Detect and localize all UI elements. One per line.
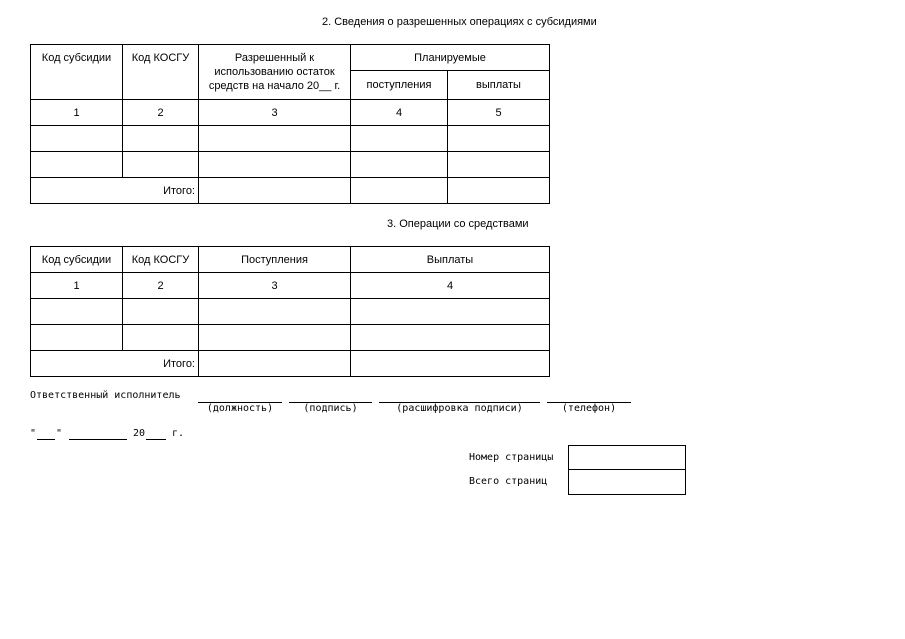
header-code-kosgu: Код КОСГУ bbox=[123, 247, 199, 273]
date-day-line[interactable] bbox=[37, 439, 55, 440]
page-number-label: Номер страницы bbox=[469, 452, 554, 463]
total-label: Итого: bbox=[31, 351, 199, 377]
empty-cell[interactable] bbox=[199, 325, 351, 351]
funds-operations-table bbox=[30, 246, 550, 377]
name-transcript-caption: (расшифровка подписи) bbox=[396, 403, 523, 414]
empty-cell[interactable] bbox=[351, 178, 448, 204]
empty-cell[interactable] bbox=[199, 178, 351, 204]
empty-cell[interactable] bbox=[199, 152, 351, 178]
subsidy-operations-table bbox=[30, 44, 550, 204]
date-year-line[interactable] bbox=[146, 439, 166, 440]
section3-title: 3. Операции со средствами bbox=[387, 218, 529, 230]
empty-cell[interactable] bbox=[199, 299, 351, 325]
total-row bbox=[31, 178, 550, 204]
empty-cell[interactable] bbox=[123, 325, 199, 351]
header-planned: Планируемые bbox=[351, 45, 550, 71]
col-number: 4 bbox=[351, 273, 550, 299]
empty-cell[interactable] bbox=[123, 299, 199, 325]
col-number: 2 bbox=[123, 273, 199, 299]
header-receipts: Поступления bbox=[199, 247, 351, 273]
header-receipts: поступления bbox=[351, 71, 448, 100]
empty-cell[interactable] bbox=[351, 126, 448, 152]
header-allowed-balance: Разрешенный к использованию остаток средств на начало 20__ г. bbox=[199, 45, 351, 100]
empty-cell[interactable] bbox=[31, 299, 123, 325]
empty-cell[interactable] bbox=[199, 126, 351, 152]
date-close-quote: " bbox=[56, 428, 63, 439]
responsible-executor-label: Ответственный исполнитель bbox=[30, 390, 181, 401]
position-caption: (должность) bbox=[206, 403, 274, 414]
empty-cell[interactable] bbox=[31, 325, 123, 351]
table-row bbox=[31, 126, 550, 152]
empty-cell[interactable] bbox=[199, 351, 351, 377]
date-month-line[interactable] bbox=[69, 439, 127, 440]
header-code-subsidy: Код субсидии bbox=[31, 247, 123, 273]
total-pages-label: Всего страниц bbox=[469, 476, 548, 487]
empty-cell[interactable] bbox=[448, 152, 550, 178]
empty-cell[interactable] bbox=[351, 325, 550, 351]
empty-cell[interactable] bbox=[31, 152, 123, 178]
date-year-prefix: 20 bbox=[133, 428, 146, 439]
total-pages-box[interactable] bbox=[568, 469, 686, 495]
empty-cell[interactable] bbox=[448, 178, 550, 204]
empty-cell[interactable] bbox=[351, 152, 448, 178]
date-open-quote: " bbox=[30, 428, 37, 439]
empty-cell[interactable] bbox=[351, 299, 550, 325]
empty-cell[interactable] bbox=[351, 351, 550, 377]
phone-caption: (телефон) bbox=[561, 403, 617, 414]
header-payments: Выплаты bbox=[351, 247, 550, 273]
page-number-box[interactable] bbox=[568, 445, 686, 470]
empty-cell[interactable] bbox=[448, 126, 550, 152]
total-row bbox=[31, 351, 550, 377]
table-row bbox=[31, 299, 550, 325]
col-number: 1 bbox=[31, 273, 123, 299]
empty-cell[interactable] bbox=[123, 152, 199, 178]
date-year-suffix: г. bbox=[172, 428, 185, 439]
col-number: 4 bbox=[351, 100, 448, 126]
header-code-subsidy: Код субсидии bbox=[31, 45, 123, 100]
signature-caption: (подпись) bbox=[303, 403, 358, 414]
table-row bbox=[31, 152, 550, 178]
col-number: 3 bbox=[199, 100, 351, 126]
empty-cell[interactable] bbox=[31, 126, 123, 152]
col-number: 5 bbox=[448, 100, 550, 126]
total-label: Итого: bbox=[31, 178, 199, 204]
col-number: 2 bbox=[123, 100, 199, 126]
empty-cell[interactable] bbox=[123, 126, 199, 152]
col-number: 1 bbox=[31, 100, 123, 126]
header-payments: выплаты bbox=[448, 71, 550, 100]
table-row bbox=[31, 325, 550, 351]
section2-title: 2. Сведения о разрешенных операциях с субсидиями bbox=[322, 16, 597, 28]
header-code-kosgu: Код КОСГУ bbox=[123, 45, 199, 100]
col-number: 3 bbox=[199, 273, 351, 299]
